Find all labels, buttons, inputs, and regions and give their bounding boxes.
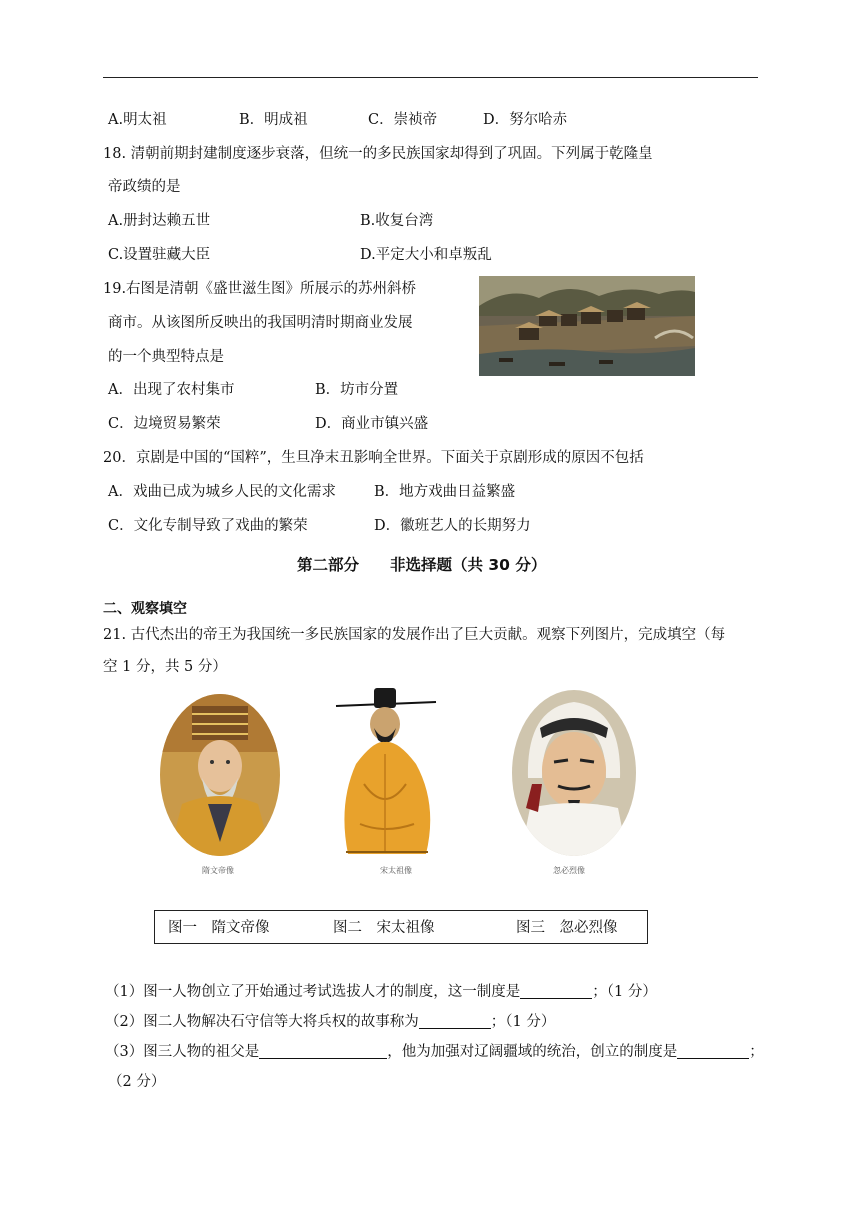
q18-option-d: D.平定大小和卓叛乱	[360, 247, 492, 263]
q21-sub1-blank[interactable]	[520, 983, 592, 999]
kublai-khan-small-caption: 忽必烈像	[553, 866, 585, 875]
q21-stem-line1: 21. 古代杰出的帝王为我国统一多民族国家的发展作出了巨大贡献。观察下列图片，完成填空（每	[103, 627, 726, 643]
q18-stem-line2: 帝政绩的是	[108, 179, 181, 195]
q21-sub3-blank1[interactable]	[259, 1043, 387, 1059]
q21-sub1-points: ；（1 分）	[592, 984, 657, 1000]
q17-option-b: B．明成祖	[239, 112, 308, 128]
q21-stem-line2: 空 1 分，共 5 分）	[103, 659, 227, 675]
q17-option-a: A.明太祖	[108, 112, 167, 128]
q18-option-b: B.收复台湾	[360, 213, 434, 229]
q20-stem: 20．京剧是中国的“国粹”，生旦净末丑影响全世界。下面关于京剧形成的原因不包括	[103, 450, 644, 466]
q21-sub3	[105, 1042, 764, 1062]
song-taizu-portrait	[334, 684, 454, 858]
q21-sub2-blank[interactable]	[419, 1013, 491, 1029]
portrait-caption-box	[154, 910, 648, 944]
part2-title: 第二部分 非选择题（共 30 分）	[297, 556, 547, 574]
q19-option-d: D．商业市镇兴盛	[315, 416, 429, 432]
caption-figure-3: 图三 忽必烈像	[516, 920, 618, 936]
q21-sub3-points: （2 分）	[108, 1074, 166, 1090]
q18-option-a: A.册封达赖五世	[108, 213, 211, 229]
q21-sub2-points: ；（1 分）	[490, 1014, 556, 1030]
q17-option-c: C．崇祯帝	[368, 112, 438, 128]
q19-option-c: C．边境贸易繁荣	[108, 416, 221, 432]
q21-sub2-text: （2）图二人物解决石守信等大将兵权的故事称为	[105, 1014, 419, 1030]
header-rule	[103, 77, 758, 78]
q19-option-b: B．坊市分置	[315, 382, 399, 398]
q19-stem-line3: 的一个典型特点是	[108, 349, 224, 365]
q19-stem-line2: 商市。从该图所反映出的我国明清时期商业发展	[108, 315, 413, 331]
q20-option-c: C．文化专制导致了戏曲的繁荣	[108, 518, 308, 534]
sui-wendi-portrait	[158, 692, 282, 858]
q21-sub3-text: （3）图三人物的祖父是	[105, 1044, 260, 1060]
kublai-khan-portrait	[510, 688, 638, 858]
q18-option-c: C.设置驻藏大臣	[108, 247, 211, 263]
section2-title: 二、观察填空	[103, 601, 187, 617]
caption-figure-1: 图一 隋文帝像	[168, 920, 270, 936]
q21-sub2	[105, 1012, 555, 1032]
q21-sub3-blank2[interactable]	[677, 1043, 749, 1059]
caption-figure-2: 图二 宋太祖像	[333, 920, 435, 936]
q21-sub3-semicolon: ；	[749, 1044, 764, 1060]
q20-option-b: B．地方戏曲日益繁盛	[374, 484, 516, 500]
sui-wendi-small-caption: 隋文帝像	[202, 866, 234, 875]
q18-stem-line1: 18. 清朝前期封建制度逐步衰落，但统一的多民族国家却得到了巩固。下列属于乾隆皇	[103, 146, 653, 162]
q21-sub1-text: （1）图一人物创立了开始通过考试选拔人才的制度，这一制度是	[105, 984, 521, 1000]
suzhou-market-painting	[479, 276, 695, 376]
q19-option-a: A．出现了农村集市	[108, 382, 235, 398]
q17-option-d: D．努尔哈赤	[483, 112, 568, 128]
q20-option-d: D．徽班艺人的长期努力	[374, 518, 531, 534]
q20-option-a: A．戏曲已成为城乡人民的文化需求	[108, 484, 336, 500]
q21-sub3-text2: ，他为加强对辽阔疆域的统治，创立的制度是	[387, 1044, 678, 1060]
song-taizu-small-caption: 宋太祖像	[380, 866, 412, 875]
q19-stem-line1: 19.右图是清朝《盛世滋生图》所展示的苏州斜桥	[103, 281, 417, 297]
q21-sub1	[105, 982, 657, 1002]
